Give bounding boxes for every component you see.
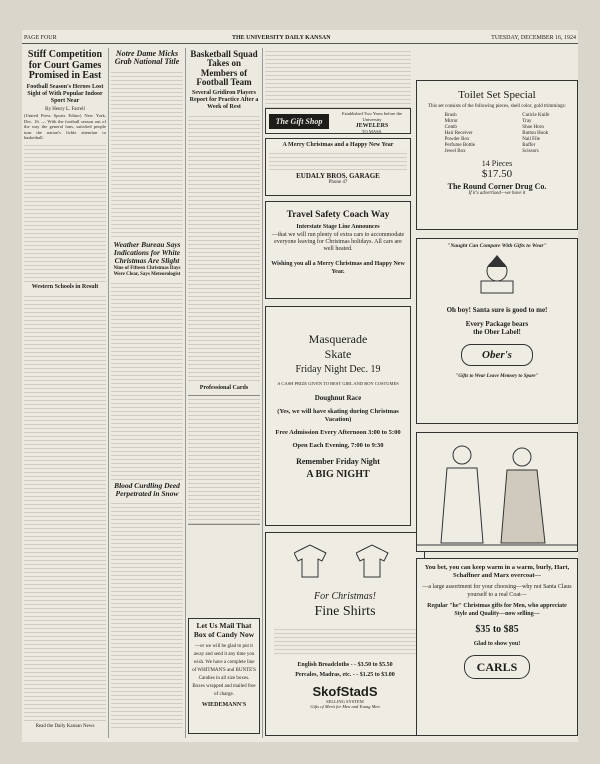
ober-top: "Naught Can Compare With Gifts to Wear" <box>447 243 547 249</box>
page-number: PAGE FOUR <box>24 35 57 41</box>
toilet-item: Jewel Box <box>444 149 466 154</box>
subhead-weather: Nine of Fifteen Christmas Days Were Clear, Says Meteorologist <box>113 266 181 278</box>
shirt-illustration-icon <box>294 543 334 579</box>
toilet-item: Hair Receiver <box>444 131 473 136</box>
toilet-items-left <box>445 113 475 155</box>
professional-cards <box>188 395 260 525</box>
skate-admission: Free Admission Every Afternoon 3:00 to 5:00 <box>275 429 401 436</box>
ad-carls <box>416 558 578 736</box>
column-2 <box>111 48 183 738</box>
byline: By Henry L. Farrell <box>45 107 85 113</box>
column-rule <box>108 48 109 738</box>
carls-body1: You bet, you can keep warm in a warm, burly, Hart, Schaffner and Marx overcoat— <box>424 564 570 579</box>
ad-masquerade-skate <box>265 306 411 526</box>
toilet-item: Perfume Bottle <box>444 143 476 148</box>
ober-line1: Oh boy! Santa sure is good to me! <box>446 306 548 314</box>
toilet-item: Nail File <box>522 137 540 142</box>
headline-notre-dame: Notre Dame Micks Grab National Title <box>114 49 180 67</box>
coach-sub: Interstate Stage Line Announces <box>296 224 380 230</box>
article-text-block <box>24 142 106 282</box>
toilet-items <box>421 113 573 155</box>
ad-wiedemanns-body: —or we will be glad to put it away and send it any time you wish. We have a complete line of WHITMAN'S and BUNTE'S Candies in all size boxes. Boxes wrapped and mailed free of charge. <box>192 644 256 697</box>
carls-logo: CARLS <box>464 655 530 679</box>
ober-line3: the Ober Label! <box>473 328 521 336</box>
toilet-item: Shoe Horn <box>522 125 544 130</box>
ad-illustration-people <box>416 432 578 552</box>
skate-evenings: Open Each Evening, 7:00 to 9:30 <box>292 442 384 449</box>
skofstads-tag: Gifts of Merit for Men and Young Men <box>310 704 380 709</box>
column-4-top <box>265 48 411 108</box>
toilet-item: Comb <box>444 125 457 130</box>
garage-name: EUDALY BROS. GARAGE <box>296 172 380 180</box>
skate-title-2: Skate <box>324 347 352 361</box>
toilet-item: Powder Box <box>444 137 470 142</box>
garage-title: A Merry Christmas and a Happy New Year <box>282 142 394 148</box>
ad-safety-coach <box>265 201 411 299</box>
skate-title-1: Masquerade <box>308 332 368 346</box>
skate-date: Friday Night Dec. 19 <box>295 364 381 375</box>
shirts-broadcloth: English Broadcloths - - $3.50 to $5.50 <box>297 662 393 668</box>
ad-toilet-set <box>416 80 578 230</box>
toilet-item: Mirror <box>444 119 458 124</box>
skate-remember: Remember Friday Night <box>296 457 380 466</box>
toilet-item: Brush <box>444 113 457 118</box>
shirt-illustration-icon <box>356 543 396 579</box>
column-rule <box>185 48 186 738</box>
toilet-price: $17.50 <box>481 168 513 180</box>
shirts-title-2: Fine Shirts <box>314 604 376 619</box>
toilet-item: Cuticle Knife <box>522 113 550 118</box>
santa-illustration-icon <box>467 255 527 295</box>
ad-obers <box>416 238 578 424</box>
toilet-title: Toilet Set Special <box>458 89 536 101</box>
article-text-block-2 <box>24 293 106 723</box>
column-footer: Read the Daily Kansan News <box>35 724 95 730</box>
coach-body: —that we will run plenty of extra cars to accommodate everyone leaving for Christmas holidays. All cars are well heated. <box>271 232 405 252</box>
subhead-western: Western Schools in Result <box>31 284 99 291</box>
headline-competition: Stiff Competition for Court Games Promised in East <box>27 49 103 81</box>
coach-wish: Wishing you all a Merry Christmas and Happy New Year. <box>271 261 405 275</box>
gift-shop-line3: TO MASS. <box>361 129 383 134</box>
subhead-basketball: Several Gridiron Players Report for Practice After a Week of Rest <box>189 89 259 111</box>
carls-price: $35 to $85 <box>475 624 519 635</box>
ad-wiedemanns-title: Let Us Mail That Box of Candy Now <box>193 621 255 639</box>
ad-gift-shop <box>265 108 411 134</box>
carls-thanks: Glad to show you! <box>473 641 521 647</box>
round-corner-logo: The Round Corner Drug Co. <box>447 182 547 191</box>
toilet-item: Tray <box>522 119 532 124</box>
garage-text <box>269 150 407 170</box>
toilet-item: Scissors <box>522 149 539 154</box>
blood-text <box>111 500 183 730</box>
skate-big-night: A BIG NIGHT <box>306 469 370 480</box>
gift-shop-logo: The Gift Shop <box>269 114 329 129</box>
basketball-text <box>188 113 260 383</box>
masthead: THE UNIVERSITY DAILY KANSAN <box>232 35 331 41</box>
column-rule <box>262 48 263 738</box>
gift-shop-line2: JEWELERS <box>355 123 389 129</box>
issue-date: TUESDAY, DECEMBER 16, 1924 <box>491 35 576 41</box>
headline-weather: Weather Bureau Says Indications for White Christmas Are Slight <box>113 239 181 265</box>
professional-cards-title: Professional Cards <box>199 385 249 392</box>
round-corner-tag: If it's advertised—we have it <box>468 191 526 196</box>
notre-dame-text <box>111 69 183 239</box>
headline-basketball: Basketball Squad Takes on Members of Football Team <box>190 49 258 88</box>
ad-wiedemanns-sign: WIEDEMANN'S <box>201 702 247 708</box>
ad-wiedemanns <box>188 618 260 734</box>
shirts-title-1: For Christmas! <box>314 591 376 602</box>
skate-doughnut: Doughnut Race <box>314 394 362 402</box>
skate-yes: (Yes, we will have skating during Christmas Vacation) <box>277 408 399 423</box>
carls-body2: —a large assortment for your choosing—why not Santa Claus yourself to a real Coat— <box>422 584 572 598</box>
gift-shop-text <box>334 111 410 134</box>
shirts-percales: Percales, Madras, etc. - - $1.25 to $3.00 <box>295 672 395 678</box>
article-lead: (United Press Sports Editor) New York, Dec. 16. — With the football season out of the way the general fans, satisfied people turn the nation's fickle attention to basketball. <box>24 113 106 141</box>
shirts-text <box>274 626 416 656</box>
toilet-items-right <box>522 113 549 155</box>
newspaper-page <box>22 30 578 742</box>
ad-eudaly-garage <box>265 138 411 196</box>
skate-prize: A CASH PRIZE GIVEN TO BEST GIRL AND BOY COSTUMES <box>277 381 399 386</box>
weather-text <box>111 280 183 480</box>
toilet-item: Buffer <box>522 143 536 148</box>
page-header <box>22 33 578 44</box>
coach-title: Travel Safety Coach Way <box>286 210 390 220</box>
toilet-pieces: 14 Pieces <box>481 159 513 168</box>
ad-fine-shirts <box>265 532 425 736</box>
carls-body3: Regular "he" Christmas gifts for Men, who appreciate Style and Quality—now selling— <box>427 603 567 617</box>
headline-blood: Blood Curdling Deed Perpetrated in Snow <box>114 481 180 499</box>
ober-logo: Ober's <box>461 344 533 366</box>
toilet-intro: This set consists of the following pieces, shell color, gold trimmings: <box>428 104 566 109</box>
gift-shop-line1: Established Two Years before the University <box>342 111 402 122</box>
garage-phone: Phone 47 <box>328 180 348 185</box>
column-1 <box>24 48 106 738</box>
skofstads-logo: SkofStadS <box>312 684 378 699</box>
ober-line2: Every Package bears <box>465 320 529 328</box>
skofstads-sub: SELLING SYSTEM <box>326 699 364 704</box>
winter-couple-illustration-icon <box>417 433 577 551</box>
subhead-competition: Football Season's Heroes Lost Sight of With Popular Indoor Sport Near <box>26 83 104 104</box>
toilet-item: Button Hook <box>522 131 549 136</box>
ober-bottom: "Gifts to Wear Leave Memory to Spare" <box>455 374 539 379</box>
